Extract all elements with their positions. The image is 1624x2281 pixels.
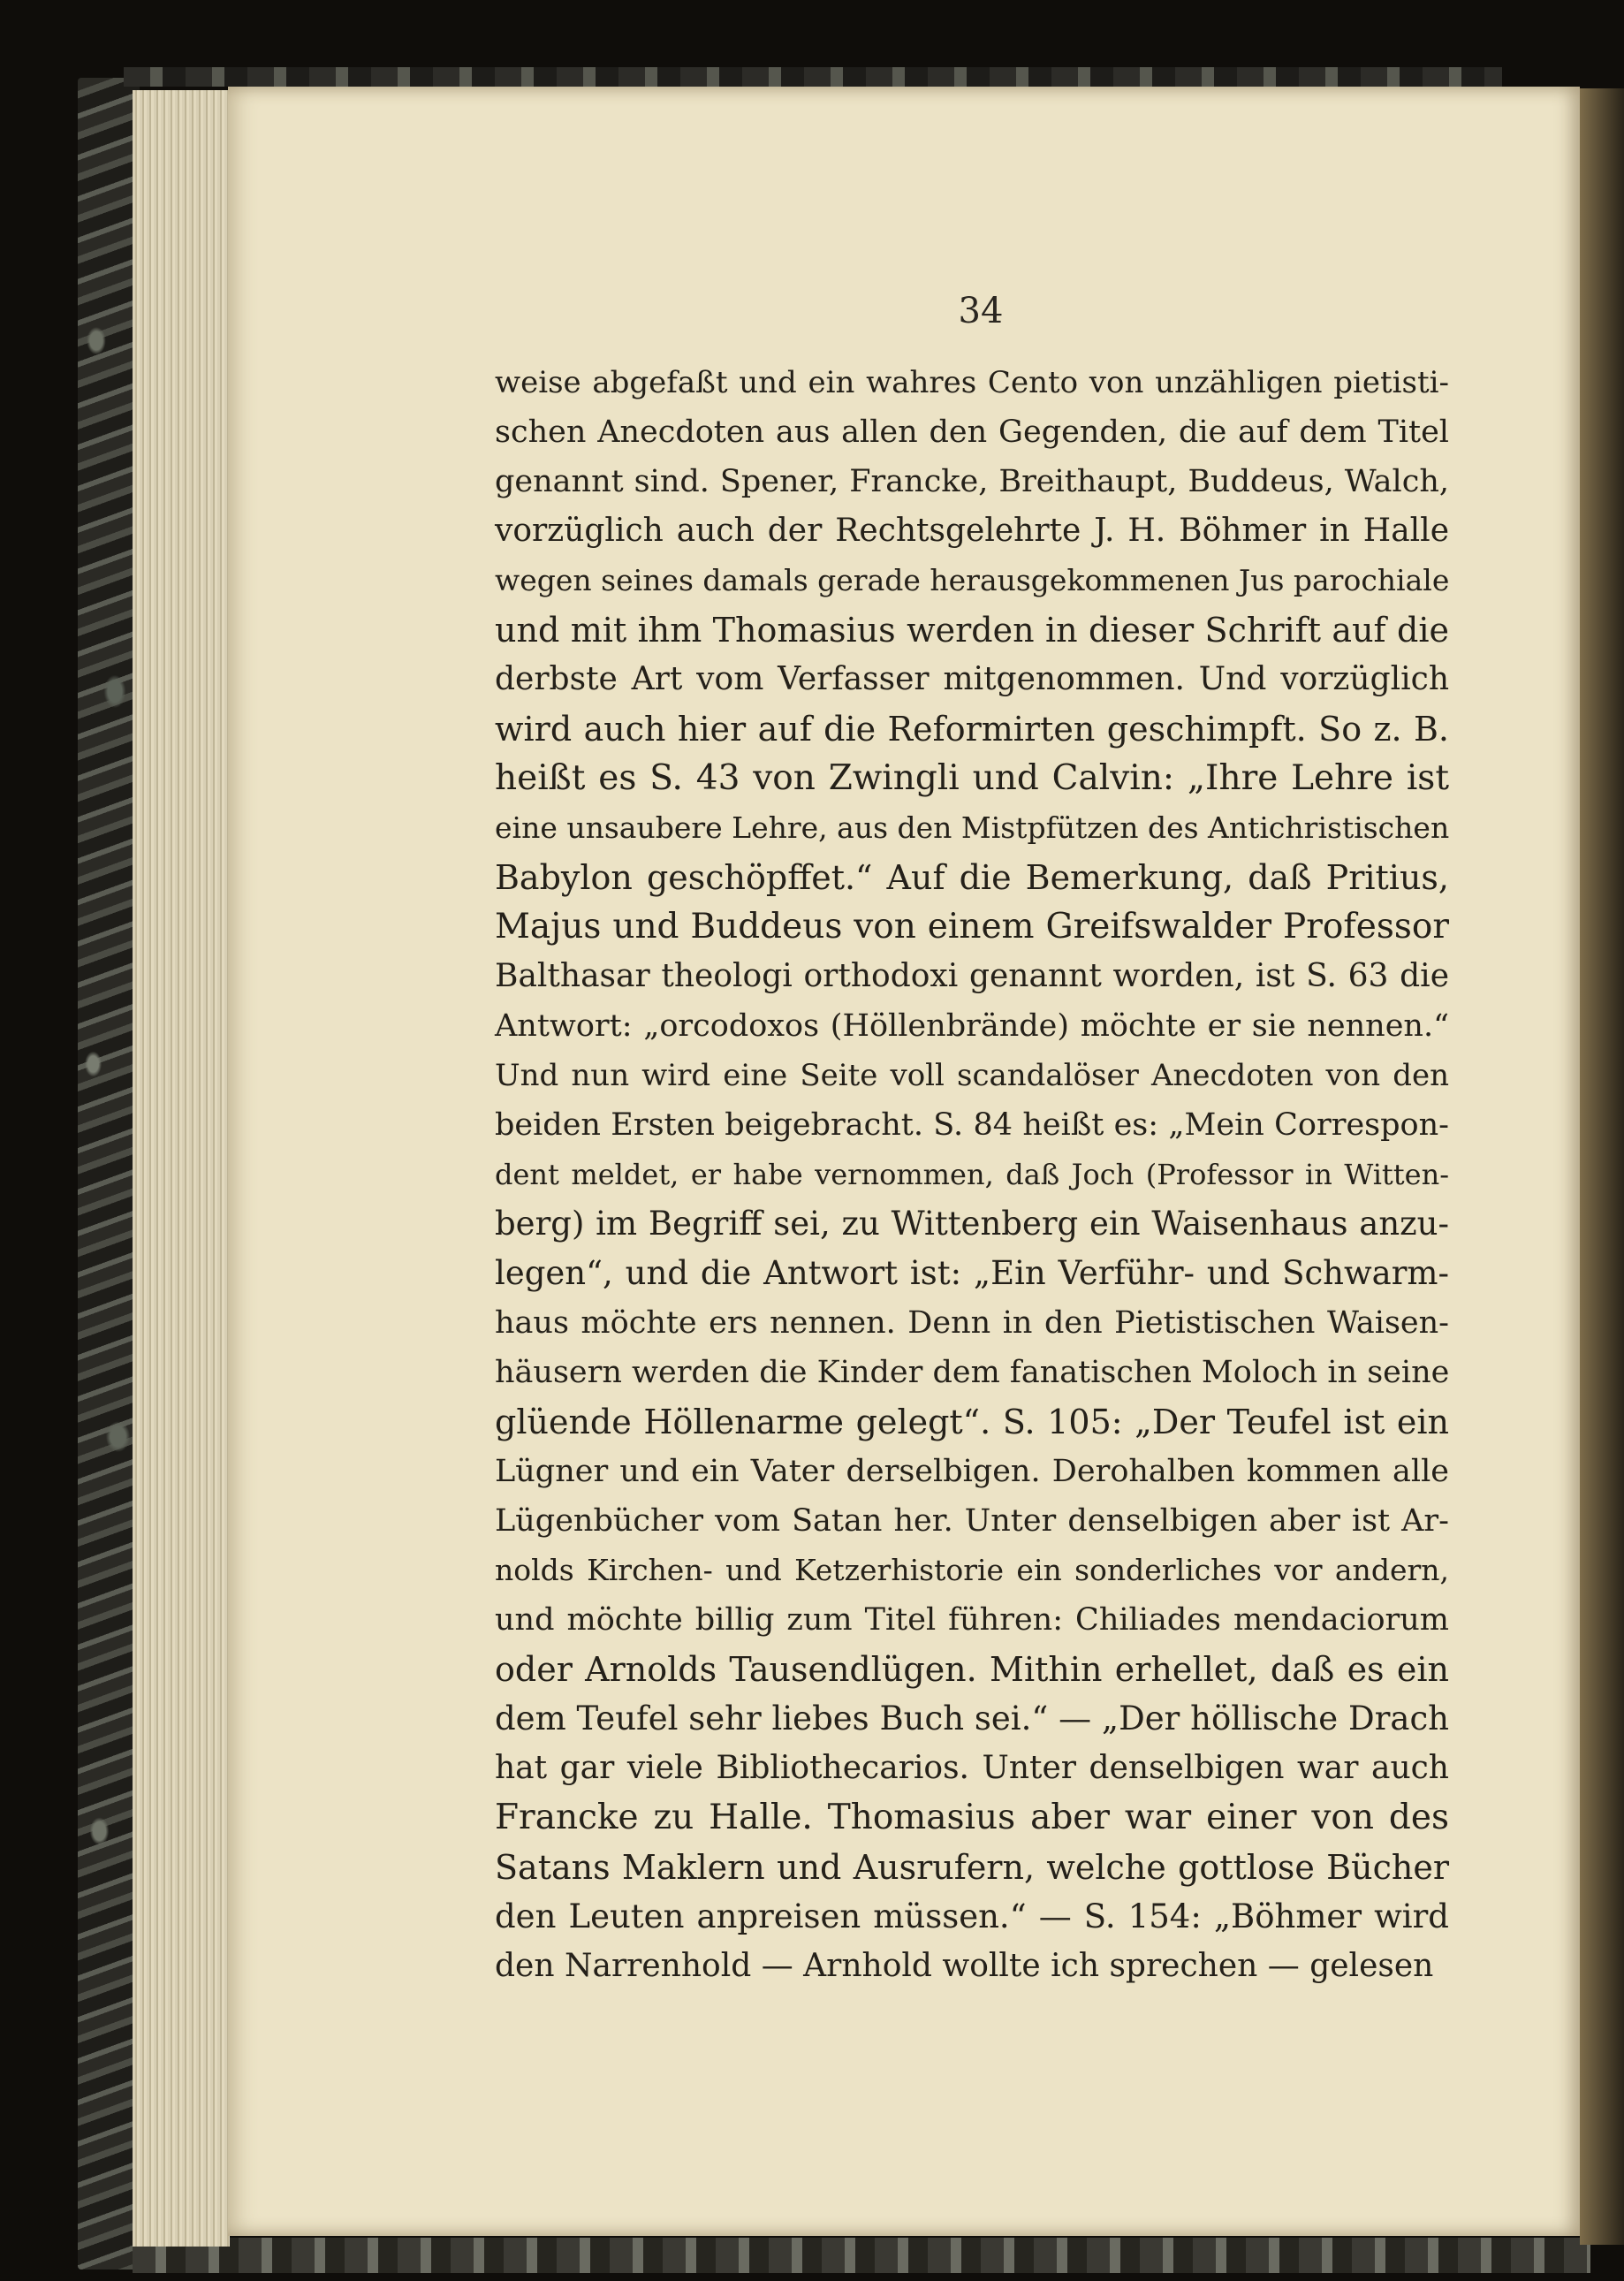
text-line: Babylon geschöpffet.“ Auf die Bemerkung, daß Pritius, (495, 858, 1449, 897)
text-line: weise abgefaßt und ein wahres Cento von unzähligen pietisti- (495, 365, 1449, 400)
page-number: 34 (958, 291, 1004, 331)
text-line: haus möchte ers nennen. Denn in den Pietistischen Waisen- (495, 1305, 1449, 1341)
text-line: glüende Höllenarme gelegt“. S. 105: „Der Teufel ist ein (495, 1403, 1449, 1441)
text-line: dent meldet, er habe vernommen, daß Joch (Professor in Witten- (495, 1158, 1449, 1191)
text-line: oder Arnolds Tausendlügen. Mithin erhellet, daß es ein (495, 1650, 1449, 1689)
text-line: Satans Maklern und Ausrufern, welche gottlose Bücher (495, 1848, 1449, 1887)
text-line: schen Anecdoten aus allen den Gegenden, die auf dem Titel (495, 414, 1449, 450)
text-line: derbste Art vom Verfasser mitgenommen. Und vorzüglich (495, 661, 1449, 697)
text-line: vorzüglich auch der Rechtsgelehrte J. H. Böhmer in Halle (495, 513, 1449, 549)
text-line: eine unsaubere Lehre, aus den Mistpfützen des Antichristischen (495, 810, 1450, 845)
text-line: Lügner und ein Vater derselbigen. Derohalben kommen alle (495, 1454, 1449, 1489)
text-line: Francke zu Halle. Thomasius aber war einer von des (495, 1798, 1449, 1837)
body-text (495, 358, 1449, 1991)
marbled-cover-top (124, 67, 1502, 87)
page-edges (133, 90, 230, 2247)
text-line: wird auch hier auf die Reformirten geschimpft. So z. B. (495, 710, 1449, 749)
text-line: dem Teufel sehr liebes Buch sei.“ — „Der höllische Drach (495, 1699, 1449, 1737)
text-line: häusern werden die Kinder dem fanatischen Moloch in seine (495, 1355, 1450, 1390)
text-line: und möchte billig zum Titel führen: Chiliades mendaciorum (495, 1602, 1449, 1638)
text-line: Antwort: „orcodoxos (Höllenbrände) möchte er sie nennen.“ (495, 1008, 1449, 1044)
text-line: Und nun wird eine Seite voll scandalöser Anecdoten von den (495, 1058, 1449, 1093)
text-line: Majus und Buddeus von einem Greifswalder Professor (495, 907, 1449, 947)
text-line: wegen seines damals gerade herausgekommenen Jus parochiale (495, 563, 1450, 597)
text-line: Balthasar theologi orthodoxi genannt worden, ist S. 63 die (495, 958, 1449, 994)
page-gutter (1580, 88, 1624, 2245)
text-line: und mit ihm Thomasius werden in dieser Schrift auf die (495, 611, 1449, 650)
text-line: beiden Ersten beigebracht. S. 84 heißt es: „Mein Correspon- (495, 1107, 1449, 1143)
text-line: den Leuten anpreisen müssen.“ — S. 154: „Böhmer wird (495, 1897, 1449, 1935)
text-line: hat gar viele Bibliothecarios. Unter denselbigen war auch (495, 1750, 1449, 1786)
text-line: genannt sind. Spener, Francke, Breithaupt, Buddeus, Walch, (495, 464, 1449, 499)
text-line: heißt es S. 43 von Zwingli und Calvin: „Ihre Lehre ist (495, 758, 1449, 798)
marbled-cover-bottom (133, 2238, 1590, 2273)
text-line: legen“, und die Antwort ist: „Ein Verführ- und Schwarm- (495, 1254, 1449, 1292)
text-line: den Narrenhold — Arnhold wollte ich sprechen — gelesen (495, 1948, 1434, 1984)
marbled-cover-left (78, 78, 140, 2270)
text-line: nolds Kirchen- und Ketzerhistorie ein sonderliches vor andern, (495, 1553, 1449, 1587)
text-line: berg) im Begriff sei, zu Wittenberg ein Waisenhaus anzu- (495, 1205, 1449, 1243)
text-line: Lügenbücher vom Satan her. Unter denselbigen aber ist Ar- (495, 1503, 1449, 1539)
